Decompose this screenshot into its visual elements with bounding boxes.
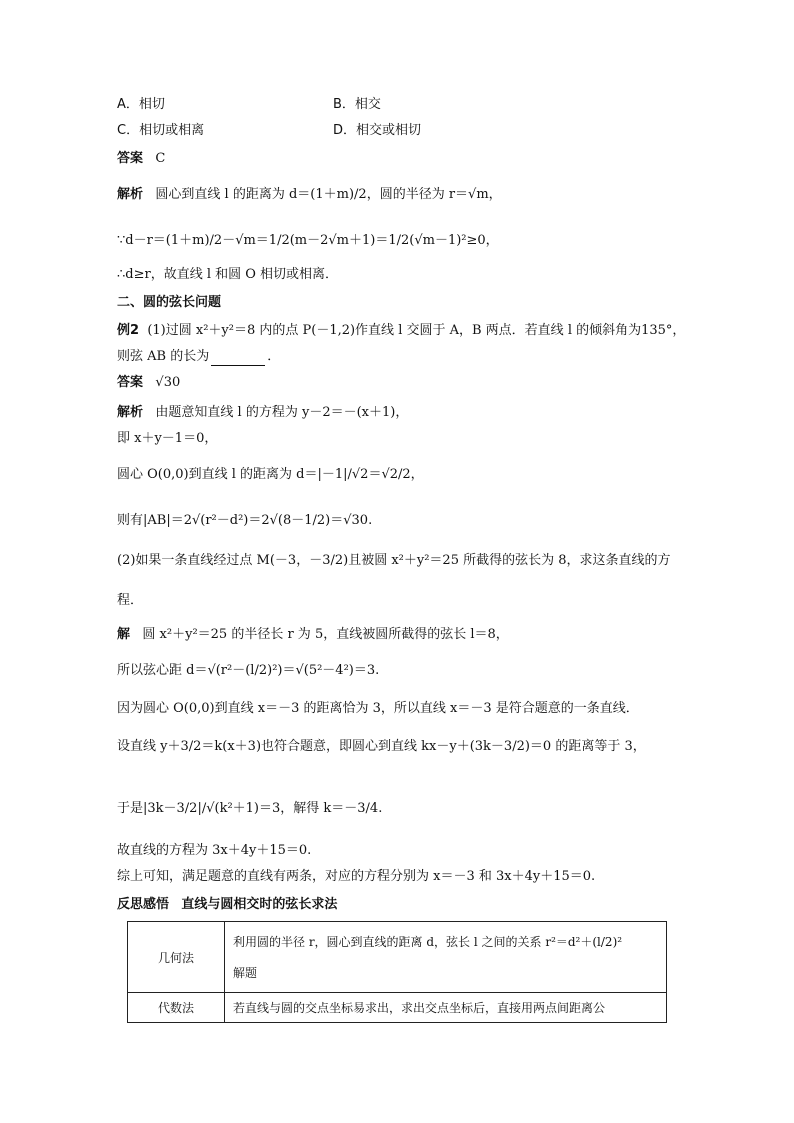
example-2-part-1: (1)过圆 x²＋y²＝8 内的点 P(－1,2)作直线 l 交圆于 A，B 两点．若直线 l 的倾斜角为135°， bbox=[147, 323, 686, 338]
solution-line-5: 于是|3k－3/2|/√(k²＋1)＝3，解得 k＝－3/4. bbox=[117, 801, 383, 816]
analysis-2-line-1 bbox=[117, 404, 408, 422]
option-d: D．相交或相切 bbox=[333, 123, 422, 138]
example-2-question: 则弦 AB 的长为 bbox=[117, 349, 210, 364]
option-c: C．相切或相离 bbox=[117, 123, 205, 138]
methods-table bbox=[127, 921, 667, 1023]
answer-label: 答案 bbox=[117, 151, 144, 166]
reflection-title: 直线与圆相交时的弦长求法 bbox=[181, 897, 338, 912]
solution-label: 解 bbox=[117, 627, 131, 642]
answer-label: 答案 bbox=[117, 375, 144, 390]
solution-line-3: 因为圆心 O(0,0)到直线 x＝－3 的距离恰为 3，所以直线 x＝－3 是符合题意的一条直线． bbox=[117, 701, 639, 716]
reflection-heading bbox=[117, 896, 337, 914]
option-b: B．相交 bbox=[333, 97, 381, 112]
analysis-2-line-3: 圆心 O(0,0)到直线 l 的距离为 d＝|－1|/√2＝√2/2， bbox=[117, 467, 424, 482]
example-2-line-2 bbox=[117, 348, 280, 366]
answer-value: C bbox=[155, 151, 166, 166]
method-description bbox=[225, 922, 667, 993]
answer-1 bbox=[117, 150, 165, 168]
analysis-label: 解析 bbox=[117, 405, 144, 420]
method-description: 若直线与圆的交点坐标易求出，求出交点坐标后，直接用两点间距离公 bbox=[225, 993, 667, 1023]
solution-text: 圆 x²＋y²＝25 的半径长 r 为 5，直线被圆所截得的弦长 l＝8， bbox=[142, 627, 509, 642]
solution-line-1 bbox=[117, 626, 509, 644]
section-title: 二、圆的弦长问题 bbox=[117, 295, 222, 310]
table-row bbox=[128, 922, 667, 993]
part-2-line-2: 程． bbox=[117, 593, 144, 608]
option-a: A．相切 bbox=[117, 97, 165, 112]
analysis-2-text: 由题意知直线 l 的方程为 y－2＝－(x＋1)， bbox=[155, 405, 409, 420]
table-row bbox=[128, 993, 667, 1023]
method-name: 代数法 bbox=[128, 993, 225, 1023]
part-2-line-1: (2)如果一条直线经过点 M(－3，－3/2)且被圆 x²＋y²＝25 所截得的弦长为 8，求这条直线的方 bbox=[117, 553, 671, 568]
answer-blank bbox=[211, 351, 265, 366]
solution-line-7: 综上可知，满足题意的直线有两条，对应的方程分别为 x＝－3 和 3x＋4y＋15＝0. bbox=[117, 869, 596, 884]
solution-line-6: 故直线的方程为 3x＋4y＋15＝0. bbox=[117, 843, 312, 858]
analysis-label: 解析 bbox=[117, 187, 144, 202]
solution-line-2: 所以弦心距 d＝√(r²－(l/2)²)＝√(5²－4²)＝3. bbox=[117, 663, 380, 678]
example-2-line-1 bbox=[117, 322, 685, 340]
analysis-1-text: 圆心到直线 l 的距离为 d＝(1＋m)/2，圆的半径为 r＝√m， bbox=[155, 187, 502, 202]
solution-line-4: 设直线 y＋3/2＝k(x＋3)也符合题意，即圆心到直线 kx－y＋(3k－3/2)＝0 的距离等于 3， bbox=[117, 739, 646, 754]
method-description-line: 利用圆的半径 r，圆心到直线的距离 d，弦长 l 之间的关系 r²＝d²＋(l/2)² bbox=[233, 935, 623, 949]
analysis-2-line-4: 则有|AB|＝2√(r²－d²)＝2√(8－1/2)＝√30. bbox=[117, 513, 373, 528]
analysis-1-line-3: ∴d≥r，故直线 l 和圆 O 相切或相离． bbox=[117, 267, 339, 282]
reflection-label: 反思感悟 bbox=[117, 897, 170, 912]
answer-value: √30 bbox=[155, 375, 181, 390]
method-name: 几何法 bbox=[128, 922, 225, 993]
analysis-2-line-2: 即 x＋y－1＝0， bbox=[117, 431, 218, 446]
answer-2 bbox=[117, 374, 180, 392]
example-label: 例2 bbox=[117, 323, 140, 338]
example-2-end: ． bbox=[267, 349, 281, 364]
method-description-line: 解题 bbox=[233, 966, 258, 980]
analysis-1-line-1 bbox=[117, 186, 502, 204]
analysis-1-line-2: ∵d－r＝(1＋m)/2－√m＝1/2(m－2√m＋1)＝1/2(√m－1)²≥0， bbox=[117, 233, 499, 248]
